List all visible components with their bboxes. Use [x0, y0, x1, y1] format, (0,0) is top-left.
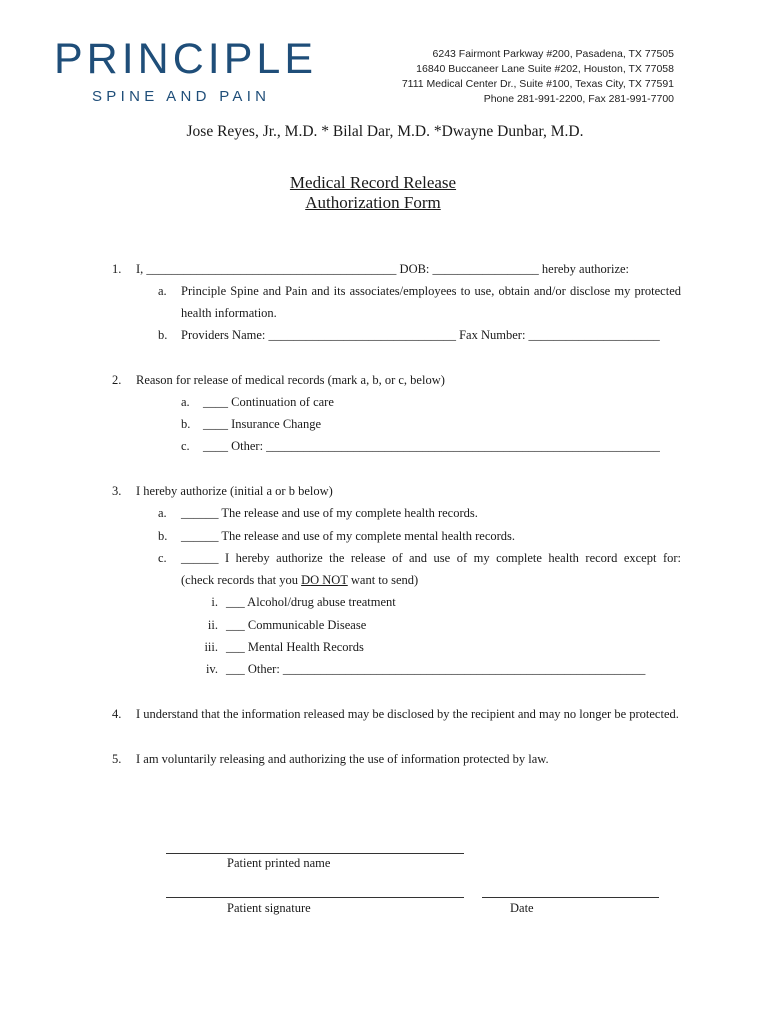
date-line[interactable]	[482, 897, 659, 898]
section-3-text: I hereby authorize (initial a or b below)	[136, 484, 333, 498]
exclude-ii-label: ii.	[207, 618, 218, 632]
exclude-i-label: i.	[211, 595, 218, 609]
exclude-other[interactable]: ___ Other: __________________________________________________________	[226, 662, 646, 676]
section-4-text: I understand that the information released may be disclosed by the recipient and may no longer be protected.	[136, 707, 679, 721]
authorize-mental-health-records[interactable]: ______ The release and use of my complete mental health records.	[181, 529, 516, 543]
authorize-except-for[interactable]: ______ I hereby authorize the release of and use of my complete health record except for:	[181, 551, 681, 565]
address-line-2: 16840 Buccaneer Lane Suite #202, Houston, TX 77058	[416, 63, 674, 75]
section-2-number: 2.	[112, 373, 122, 387]
contact-phone-fax: Phone 281-991-2200, Fax 281-991-7700	[483, 93, 674, 105]
section-1a-text-cont: health information.	[181, 306, 277, 320]
section-2-text: Reason for release of medical records (mark a, b, or c, below)	[136, 373, 445, 387]
check-note-emphasis: DO NOT	[301, 573, 348, 587]
section-5-text: I am voluntarily releasing and authorizing the use of information protected by law.	[136, 752, 549, 766]
logo-tagline: SPINE AND PAIN	[92, 88, 271, 105]
authorize-b-label: b.	[158, 529, 168, 543]
providers-fax-line[interactable]: Providers Name: ______________________________ Fax Number: _____________________	[181, 328, 660, 342]
section-1a-text: Principle Spine and Pain and its associates/employees to use, obtain and/or disclose my protected	[181, 284, 681, 298]
check-note-prefix: (check records that you	[181, 573, 302, 587]
exclude-mental-health[interactable]: ___ Mental Health Records	[226, 640, 364, 654]
doctors-list: Jose Reyes, Jr., M.D. * Bilal Dar, M.D. *Dwayne Dunbar, M.D.	[186, 123, 584, 140]
reason-continuation-of-care[interactable]: ____ Continuation of care	[203, 395, 334, 409]
exclude-alcohol-drug[interactable]: ___ Alcohol/drug abuse treatment	[226, 595, 396, 609]
form-title: Medical Record Release	[289, 173, 457, 192]
date-label: Date	[510, 901, 534, 915]
check-note-suffix: want to send)	[347, 573, 419, 587]
authorize-a-label: a.	[158, 506, 167, 520]
reason-other[interactable]: ____ Other: _______________________________________________________________	[203, 439, 660, 453]
signature-label: Patient signature	[227, 901, 311, 915]
reason-b-label: b.	[181, 417, 191, 431]
reason-c-label: c.	[181, 439, 190, 453]
section-3-number: 3.	[112, 484, 122, 498]
printed-name-label: Patient printed name	[227, 856, 331, 870]
section-4-number: 4.	[112, 707, 122, 721]
check-records-note	[181, 574, 418, 587]
authorize-c-label: c.	[158, 551, 167, 565]
exclude-communicable-disease[interactable]: ___ Communicable Disease	[226, 618, 367, 632]
printed-name-line[interactable]	[166, 853, 464, 854]
patient-name-dob-line[interactable]: I, ________________________________________ DOB: _________________ hereby authorize:	[136, 262, 630, 276]
address-line-3: 7111 Medical Center Dr., Suite #100, Texas City, TX 77591	[401, 78, 674, 90]
authorize-complete-health-records[interactable]: ______ The release and use of my complete health records.	[181, 506, 478, 520]
reason-insurance-change[interactable]: ____ Insurance Change	[203, 417, 322, 431]
exclude-iv-label: iv.	[205, 662, 218, 676]
signature-line[interactable]	[166, 897, 464, 898]
form-subtitle: Authorization Form	[305, 193, 441, 212]
section-5-number: 5.	[112, 752, 122, 766]
section-1a-label: a.	[158, 284, 167, 298]
address-line-1: 6243 Fairmont Parkway #200, Pasadena, TX 77505	[432, 48, 674, 60]
logo-wordmark: PRINCIPLE	[54, 35, 318, 83]
exclude-iii-label: iii.	[204, 640, 218, 654]
section-1-number: 1.	[112, 262, 122, 276]
reason-a-label: a.	[181, 395, 190, 409]
section-1b-label: b.	[158, 328, 168, 342]
